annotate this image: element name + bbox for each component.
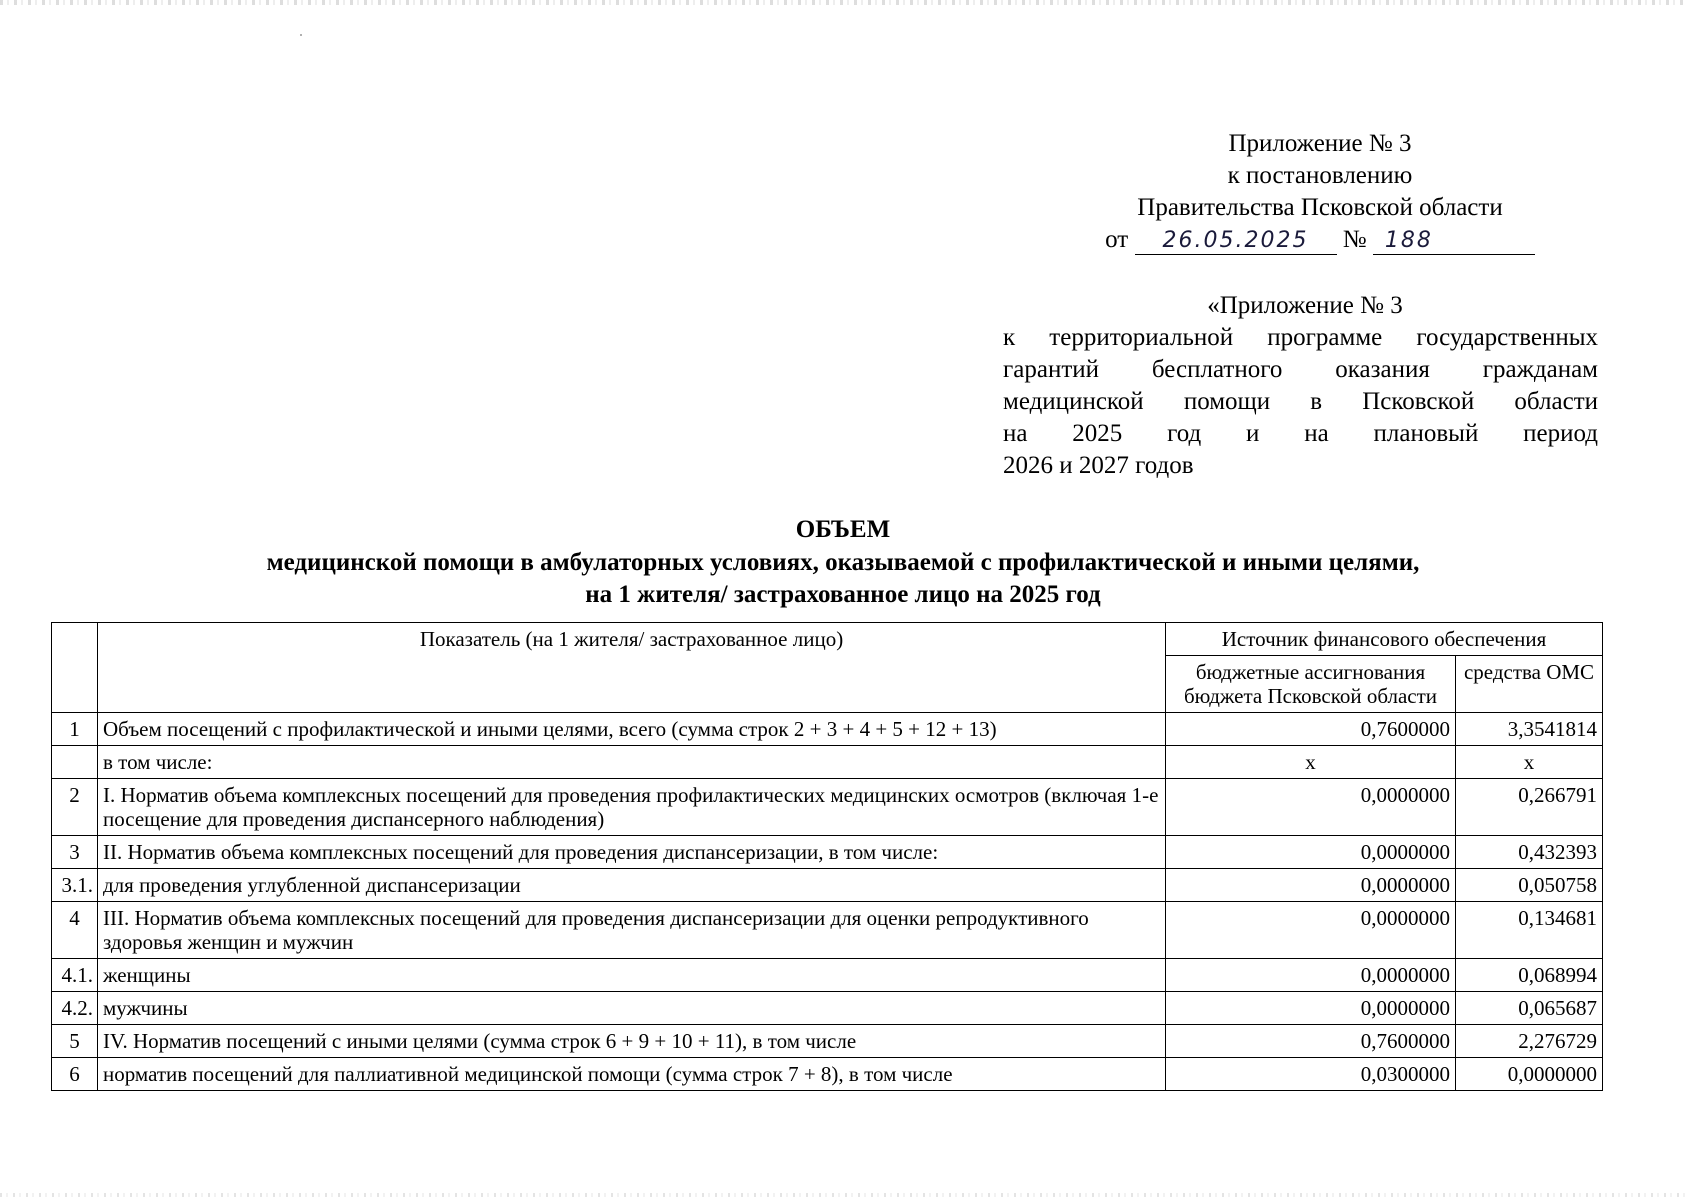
row-budget-value: 0,0000000 [1166,836,1456,869]
header-oms: средства ОМС [1456,656,1603,713]
row-label: женщины [98,959,1166,992]
table-row [52,746,1603,779]
volume-table [51,622,1603,1091]
program-appendix-line: 2026 и 2027 годов [1003,452,1194,479]
row-number: 4.1. [52,959,98,992]
row-oms-value: 0,065687 [1456,992,1603,1025]
header-indicator: Показатель (на 1 жителя/ застрахованное лицо) [98,623,1166,713]
handwritten-number: 188 [1373,228,1535,255]
row-number: 3 [52,836,98,869]
table-row [52,992,1603,1025]
table-row [52,902,1603,959]
document-subtitle-2: на 1 жителя/ застрахованное лицо на 2025 год [585,581,1101,608]
row-oms-value: 0,0000000 [1456,1058,1603,1091]
row-label: Объем посещений с профилактической и иными целями, всего (сумма строк 2 + 3 + 4 + 5 + 12 + 13) [98,713,1166,746]
row-oms-value: 2,276729 [1456,1025,1603,1058]
row-budget-value: х [1166,746,1456,779]
table-row [52,1058,1603,1091]
appendix-header [1080,128,1560,256]
table-row [52,869,1603,902]
row-number: 2 [52,779,98,836]
row-oms-value: 0,432393 [1456,836,1603,869]
row-oms-value: 0,134681 [1456,902,1603,959]
table-row [52,713,1603,746]
scan-edge-top [0,0,1686,5]
row-oms-value: 0,266791 [1456,779,1603,836]
handwritten-date: 26.05.2025 [1135,228,1337,255]
row-number: 4 [52,902,98,959]
row-oms-value: 3,3541814 [1456,713,1603,746]
row-number: 3.1. [52,869,98,902]
row-number: 4.2. [52,992,98,1025]
document-title: ОБЪЕМ [795,516,891,543]
row-budget-value: 0,0000000 [1166,902,1456,959]
row-budget-value: 0,7600000 [1166,713,1456,746]
date-number-line [1080,224,1560,256]
table-row [52,836,1603,869]
row-number [52,746,98,779]
program-appendix-line: медицинской помощи в Псковской области [1003,388,1598,415]
row-budget-value: 0,0000000 [1166,959,1456,992]
document-subtitle: медицинской помощи в амбулаторных условиях, оказываемой с профилактической и иными целями, [266,549,1420,576]
row-label: для проведения углубленной диспансеризации [98,869,1166,902]
row-budget-value: 0,0000000 [1166,869,1456,902]
row-label: норматив посещений для паллиативной медицинской помощи (сумма строк 7 + 8), в том числе [98,1058,1166,1091]
row-label: мужчины [98,992,1166,1025]
table-row [52,1025,1603,1058]
table-row [52,779,1603,836]
header-budget: бюджетные ассигнования бюджета Псковской области [1166,656,1456,713]
row-oms-value: 0,068994 [1456,959,1603,992]
row-label: III. Норматив объема комплексных посещений для проведения диспансеризации для оценки репродуктивного здоровья женщин и мужчин [98,902,1166,959]
program-appendix-text [1003,322,1598,482]
row-budget-value: 0,7600000 [1166,1025,1456,1058]
number-sign: № [1342,226,1367,253]
authority-name: Правительства Псковской области [1137,194,1503,221]
row-label: IV. Норматив посещений с иными целями (сумма строк 6 + 9 + 10 + 11), в том числе [98,1025,1166,1058]
row-oms-value: х [1456,746,1603,779]
appendix-to: к постановлению [1227,162,1413,189]
row-label: II. Норматив объема комплексных посещений для проведения диспансеризации, в том числе: [98,836,1166,869]
program-appendix-line: на 2025 год и на плановый период [1003,420,1598,447]
appendix-title: Приложение № 3 [1228,130,1412,157]
row-label: в том числе: [98,746,1166,779]
row-number: 5 [52,1025,98,1058]
row-number: 1 [52,713,98,746]
row-budget-value: 0,0000000 [1166,992,1456,1025]
program-appendix-title: «Приложение № 3 [1207,292,1403,319]
row-number: 6 [52,1058,98,1091]
header-funding-source: Источник финансового обеспечения [1166,623,1603,656]
program-appendix-line: гарантий бесплатного оказания гражданам [1003,356,1598,383]
row-budget-value: 0,0000000 [1166,779,1456,836]
scan-edge-bottom [0,1193,1686,1197]
row-label: I. Норматив объема комплексных посещений для проведения профилактических медицинских осмотров (включая 1-е посещение для проведения диспансерного наблюдения) [98,779,1166,836]
row-oms-value: 0,050758 [1456,869,1603,902]
header-number-cell [52,623,98,713]
table-row [52,959,1603,992]
program-appendix-line: к территориальной программе государственных [1003,324,1598,351]
scan-speck [300,34,302,36]
row-budget-value: 0,0300000 [1166,1058,1456,1091]
date-prefix: от [1105,226,1129,253]
